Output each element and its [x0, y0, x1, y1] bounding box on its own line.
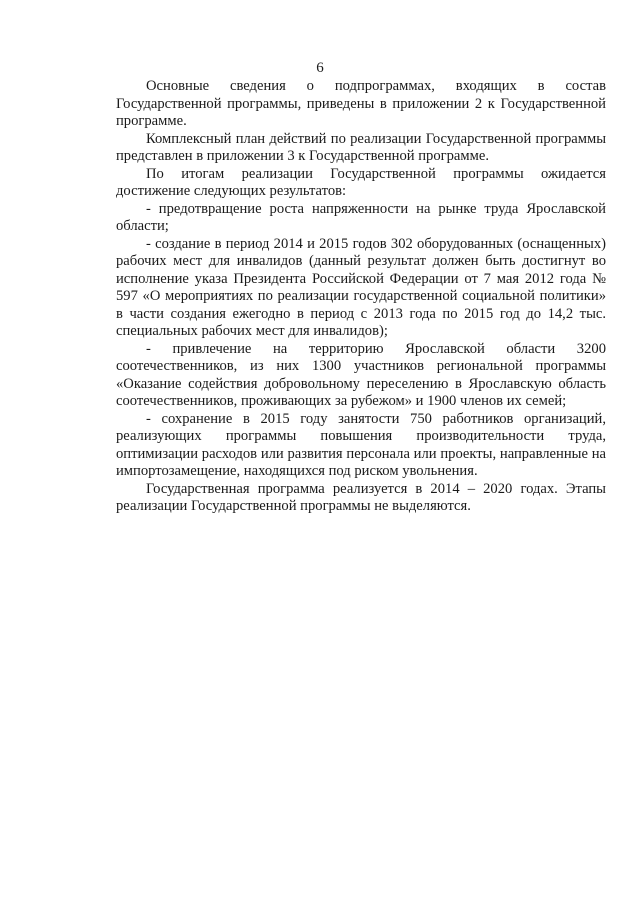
paragraph-program-period: Государственная программа реализуется в 2014 – 2020 годах. Этапы реализации Государственной программы не выделяются.: [116, 480, 606, 514]
list-item-disabled-workplaces: - создание в период 2014 и 2015 годов 302 оборудованных (оснащенных) рабочих мест для инвалидов (данный результат должен быть достигнут во исполнение указа Президента Российской Федерации от 7 мая 2012 года № 597 «О мероприятиях по реализации государственной социальной политики» в части создания ежегодно в период с 2013 года по 2015 год до 14,2 тыс. специальных рабочих мест для инвалидов);: [116, 235, 606, 339]
page-number: 6: [316, 60, 324, 76]
list-item-labor-market: - предотвращение роста напряженности на рынке труда Ярославской области;: [116, 200, 606, 234]
document-body: [116, 78, 606, 516]
list-item-compatriots: - привлечение на территорию Ярославской области 3200 соотечественников, из них 1300 участников региональной программы «Оказание содействия добровольному переселению в Ярославскую область соотечественников, проживающих за рубежом» и 1900 членов их семей;: [116, 340, 606, 409]
paragraph-subprograms-info: Основные сведения о подпрограммах, входящих в состав Государственной программы, приведены в приложении 2 к Государственной программе.: [116, 78, 606, 129]
paragraph-expected-results: По итогам реализации Государственной программы ожидается достижение следующих результатов:: [116, 165, 606, 199]
list-item-employment-retention: - сохранение в 2015 году занятости 750 работников организаций, реализующих программы повышения производительности труда, оптимизации расходов или развития персонала или проекты, направленные на импортозамещение, находящихся под риском увольнения.: [116, 410, 606, 479]
paragraph-action-plan: Комплексный план действий по реализации Государственной программы представлен в приложении 3 к Государственной программе.: [116, 130, 606, 164]
